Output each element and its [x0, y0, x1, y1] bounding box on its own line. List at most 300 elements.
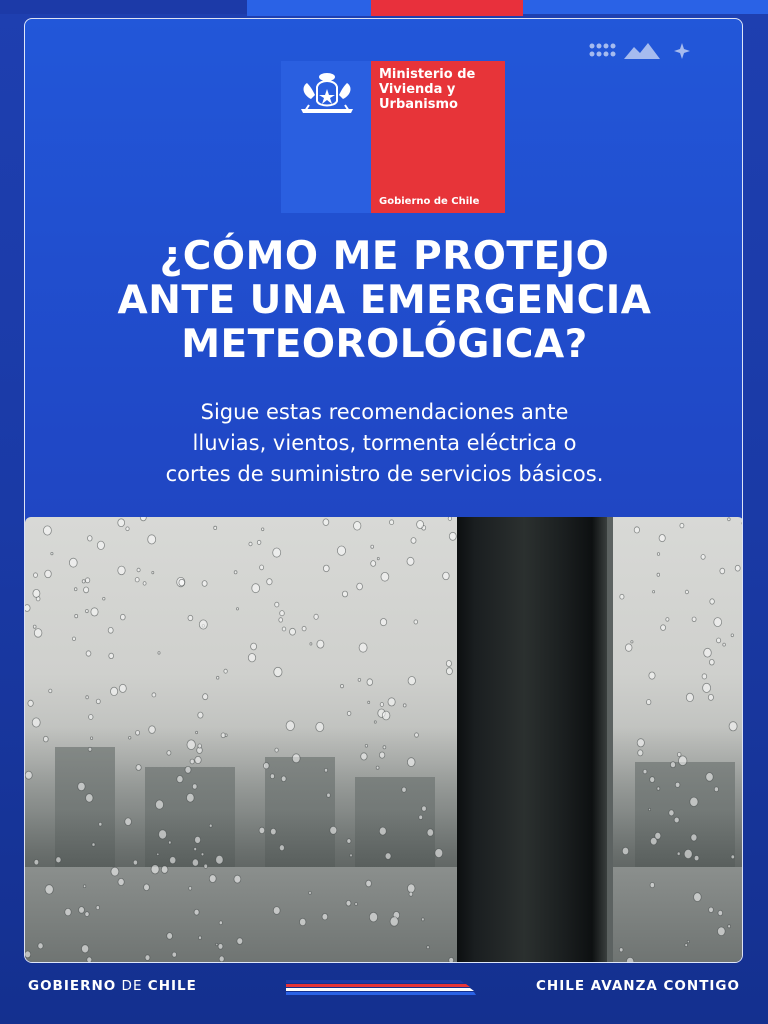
raindrop: [317, 640, 324, 648]
raindrop: [407, 557, 414, 565]
raindrop: [718, 910, 723, 915]
raindrop: [357, 583, 363, 590]
raindrop: [385, 853, 391, 860]
raindrop: [402, 787, 406, 792]
raindrop: [224, 669, 227, 673]
raindrop: [408, 884, 415, 893]
raindrop: [34, 573, 38, 578]
raindrop: [422, 806, 427, 811]
raindrops: [25, 517, 743, 963]
raindrop: [729, 722, 737, 731]
raindrop: [714, 618, 722, 627]
raindrop: [159, 830, 167, 839]
raindrop: [286, 721, 294, 731]
raindrop: [411, 538, 416, 544]
raindrop: [199, 936, 202, 939]
raindrop: [25, 951, 31, 958]
raindrop: [374, 721, 376, 723]
raindrop: [368, 701, 370, 703]
raindrop: [74, 588, 77, 591]
raindrop: [625, 644, 632, 651]
raindrop: [151, 865, 159, 874]
logo-red-panel: [371, 61, 505, 213]
raindrop: [709, 907, 714, 912]
page-title: ¿CÓMO ME PROTEJO ANTE UNA EMERGENCIA METEOROLÓGICA?: [117, 234, 652, 367]
raindrop: [221, 733, 225, 738]
raindrop: [709, 659, 714, 665]
raindrop: [355, 903, 358, 906]
raindrop: [195, 756, 201, 763]
raindrop: [260, 565, 264, 570]
raindrop: [657, 787, 660, 790]
poster-card: [24, 18, 743, 963]
raindrop: [126, 527, 129, 531]
raindrop: [219, 921, 222, 925]
raindrop: [89, 715, 93, 720]
raindrop: [694, 856, 699, 861]
raindrop: [198, 744, 202, 748]
raindrop: [309, 891, 312, 894]
raindrop: [427, 946, 430, 949]
raindrop: [728, 925, 731, 928]
raindrop: [33, 625, 36, 628]
raindrop: [199, 620, 207, 629]
raindrop: [448, 517, 451, 521]
raindrop: [273, 548, 281, 557]
raindrop: [137, 568, 140, 572]
raindrop: [330, 826, 337, 834]
raindrop: [25, 605, 30, 612]
raindrop: [390, 917, 398, 926]
raindrop: [56, 857, 61, 863]
raindrop: [358, 678, 361, 681]
raindrop: [701, 555, 705, 560]
raindrop: [216, 943, 218, 945]
raindrop: [280, 611, 285, 616]
raindrop: [390, 520, 394, 525]
raindrop: [145, 955, 150, 961]
raindrop: [650, 883, 654, 888]
subtitle: Sigue estas recomendaciones ante lluvias, vientos, tormenta eléctrica o cortes de suministro de servicios básicos.: [165, 400, 604, 486]
raindrop: [214, 526, 217, 529]
decorative-icons: [588, 41, 700, 61]
raindrop: [274, 667, 282, 676]
raindrop: [69, 558, 77, 567]
raindrop: [79, 907, 85, 914]
raindrop: [686, 693, 693, 701]
raindrop: [203, 694, 208, 700]
raindrop: [631, 641, 633, 643]
raindrop: [84, 587, 89, 593]
raindrop: [704, 648, 712, 657]
raindrop: [103, 597, 105, 600]
raindrop: [407, 758, 415, 767]
raindrop: [25, 771, 32, 779]
raindrop: [82, 580, 85, 583]
raindrop: [415, 733, 419, 737]
raindrop: [111, 687, 118, 695]
chile-crest-icon: [291, 69, 363, 121]
raindrop: [119, 684, 126, 692]
raindrop: [217, 676, 219, 679]
top-stripe-blue-right: [523, 0, 768, 14]
raindrop: [427, 829, 433, 836]
raindrop: [38, 943, 43, 949]
raindrop: [88, 536, 93, 541]
raindrop: [310, 643, 312, 645]
raindrop: [91, 608, 98, 616]
raindrop: [188, 615, 193, 620]
raindrop: [367, 679, 373, 686]
raindrop: [118, 519, 125, 527]
raindrop: [382, 711, 390, 720]
raindrop: [83, 885, 85, 888]
raindrop: [72, 637, 75, 641]
raindrop: [32, 718, 40, 727]
raindrop: [685, 590, 688, 594]
ministry-logo: [281, 61, 505, 213]
raindrop: [710, 599, 715, 604]
raindrop: [302, 626, 306, 631]
raindrop: [655, 832, 661, 839]
raindrop: [637, 739, 644, 747]
raindrop: [275, 602, 279, 607]
raindrop: [87, 957, 92, 963]
raindrop: [192, 784, 197, 789]
raindrop: [638, 750, 643, 756]
raindrop: [65, 908, 71, 915]
raindrop: [185, 766, 191, 773]
footer-flag-stripes: [280, 978, 476, 996]
raindrop: [251, 643, 257, 650]
raindrop: [661, 625, 666, 631]
raindrop: [85, 912, 89, 917]
raindrop: [626, 957, 633, 963]
raindrop: [49, 689, 52, 693]
raindrop: [718, 927, 726, 936]
raindrop: [417, 521, 424, 529]
raindrop: [51, 552, 53, 554]
raindrop: [692, 617, 696, 622]
raindrop: [359, 643, 367, 652]
raindrop: [281, 776, 286, 782]
raindrop: [187, 740, 195, 750]
raindrop: [361, 753, 367, 760]
raindrop: [300, 918, 306, 925]
raindrop: [643, 769, 647, 773]
raindrop: [449, 958, 454, 963]
rain-window-photo: [25, 517, 743, 963]
raindrop: [657, 573, 660, 576]
raindrop: [167, 751, 171, 756]
raindrop: [169, 841, 172, 844]
raindrop: [172, 952, 176, 957]
raindrop: [342, 591, 347, 597]
raindrop: [129, 737, 131, 740]
raindrop: [684, 849, 692, 858]
raindrop: [125, 818, 132, 826]
raindrop: [316, 722, 324, 731]
raindrop: [690, 797, 698, 806]
raindrop: [449, 532, 456, 540]
raindrop: [194, 848, 197, 851]
raindrop: [249, 542, 252, 546]
raindrop: [78, 782, 85, 790]
raindrop: [327, 793, 331, 797]
raindrop: [92, 843, 95, 846]
raindrop: [666, 618, 669, 622]
raindrop: [379, 827, 386, 835]
raindrop: [731, 634, 733, 637]
raindrop: [282, 627, 286, 631]
raindrop: [365, 744, 367, 747]
raindrop: [45, 885, 53, 894]
raindrop: [674, 817, 679, 823]
raindrop: [419, 815, 423, 819]
raindrop: [218, 944, 223, 950]
raindrop: [202, 581, 207, 587]
raindrop: [252, 584, 260, 593]
footer-slogan: CHILE AVANZA CONTIGO: [536, 978, 740, 994]
raindrop: [685, 944, 688, 947]
raindrop: [133, 860, 137, 865]
raindrop: [190, 759, 194, 764]
raindrop: [347, 711, 351, 715]
raindrop: [366, 880, 372, 887]
raindrop: [620, 594, 624, 599]
raindrop: [148, 535, 156, 544]
raindrop: [209, 875, 216, 883]
raindrop: [323, 519, 329, 526]
top-stripe-red: [371, 0, 523, 16]
raindrop: [135, 578, 139, 582]
raindrop: [634, 527, 639, 533]
raindrop: [723, 643, 726, 646]
raindrop: [324, 768, 327, 772]
raindrop: [88, 747, 92, 751]
raindrop: [703, 683, 711, 692]
raindrop: [735, 565, 740, 571]
raindrop: [292, 754, 300, 763]
raindrop: [687, 940, 689, 942]
raindrop: [248, 654, 255, 662]
raindrop: [720, 568, 725, 574]
raindrop: [691, 834, 697, 841]
raindrop: [271, 828, 277, 834]
raindrop: [86, 696, 89, 699]
raindrop: [714, 787, 718, 792]
raindrop: [414, 620, 418, 624]
raindrop: [650, 777, 655, 783]
raindrop: [237, 938, 243, 945]
government-label: Gobierno de Chile: [379, 196, 480, 207]
raindrop: [717, 638, 721, 643]
raindrop: [118, 878, 124, 885]
raindrop: [383, 746, 386, 749]
ministry-name: Ministerio de Vivienda y Urbanismo: [379, 67, 476, 112]
raindrop: [85, 578, 89, 583]
raindrop: [177, 776, 183, 783]
raindrop: [649, 672, 655, 679]
raindrop: [198, 712, 203, 718]
raindrop: [201, 853, 204, 856]
raindrop: [262, 528, 264, 531]
raindrop: [158, 652, 160, 655]
footer-de: DE: [116, 978, 148, 994]
raindrop: [196, 731, 198, 733]
raindrop: [136, 765, 141, 771]
raindrop: [649, 808, 651, 810]
raindrop: [422, 918, 425, 921]
raindrop: [337, 546, 345, 555]
raindrop: [109, 653, 114, 658]
raindrop: [140, 517, 146, 521]
raindrop: [347, 839, 351, 844]
raindrop: [371, 545, 374, 548]
raindrop: [369, 912, 377, 922]
raindrop: [408, 677, 415, 685]
raindrop: [152, 693, 156, 697]
raindrop: [234, 875, 241, 883]
raindrop: [120, 614, 125, 620]
footer-government: [28, 978, 197, 994]
raindrop: [43, 526, 51, 535]
raindrop: [143, 582, 146, 586]
raindrop: [257, 540, 261, 544]
raindrop: [381, 572, 389, 581]
raindrop: [677, 752, 681, 756]
raindrop: [43, 736, 48, 742]
raindrop: [156, 800, 164, 809]
raindrop: [409, 892, 413, 896]
raindrop: [314, 614, 318, 619]
raindrop: [341, 684, 344, 687]
raindrop: [204, 864, 208, 868]
raindrop: [731, 855, 734, 859]
raindrop: [279, 845, 284, 851]
raindrop: [96, 699, 100, 704]
raindrop: [111, 867, 119, 876]
logo-blue-panel: [281, 61, 371, 213]
raindrop: [273, 907, 280, 915]
raindrop: [75, 614, 78, 617]
raindrop: [86, 794, 93, 802]
raindrop: [149, 726, 156, 734]
raindrop: [275, 748, 278, 752]
raindrop: [108, 627, 113, 633]
raindrop: [290, 628, 296, 635]
raindrop: [403, 704, 406, 707]
raindrop: [680, 523, 684, 528]
raindrop: [97, 541, 104, 549]
raindrop: [443, 572, 450, 580]
raindrop: [659, 535, 665, 542]
raindrop: [264, 763, 270, 769]
raindrop: [219, 956, 224, 962]
raindrop: [657, 553, 659, 556]
raindrop: [234, 571, 237, 574]
raindrop: [259, 827, 265, 833]
raindrop: [118, 566, 125, 575]
raindrop: [706, 773, 713, 782]
footer-gobierno: GOBIERNO: [28, 978, 117, 994]
raindrop: [34, 860, 39, 865]
raindrop: [380, 619, 386, 626]
raindrop: [679, 756, 687, 766]
raindrop: [446, 661, 451, 667]
raindrop: [379, 752, 384, 758]
raindrop: [346, 900, 351, 906]
raindrop: [371, 561, 376, 567]
raindrop: [380, 703, 383, 707]
top-stripe-navy: [0, 0, 247, 14]
top-stripe-blue: [247, 0, 371, 16]
raindrop: [694, 893, 702, 902]
raindrop: [350, 854, 352, 857]
raindrop: [194, 909, 199, 915]
raindrop: [187, 793, 195, 802]
raindrop: [323, 565, 329, 572]
raindrop: [28, 700, 33, 706]
raindrop: [675, 782, 680, 787]
raindrop: [157, 853, 159, 855]
raindrop: [322, 914, 328, 920]
raindrop: [216, 855, 223, 864]
raindrop: [152, 571, 154, 573]
raindrop: [136, 731, 140, 736]
raindrop: [192, 859, 198, 866]
raindrop: [179, 579, 185, 586]
raindrop: [702, 674, 707, 679]
raindrop: [376, 766, 379, 769]
raindrop: [677, 852, 680, 855]
raindrop: [388, 698, 395, 706]
raindrop: [669, 810, 674, 816]
raindrop: [167, 933, 173, 940]
raindrop: [144, 884, 150, 891]
raindrop: [619, 948, 623, 952]
raindrop: [267, 579, 272, 585]
raindrop: [170, 857, 176, 864]
raindrop: [33, 589, 40, 597]
raindrop: [670, 762, 675, 768]
raindrop: [195, 836, 201, 843]
footer-chile: CHILE: [147, 978, 197, 994]
raindrop: [34, 629, 42, 638]
raindrop: [728, 518, 731, 521]
raindrop: [622, 847, 628, 854]
raindrop: [708, 694, 713, 700]
raindrop: [86, 651, 91, 656]
raindrop: [96, 906, 99, 910]
raindrop: [91, 737, 93, 740]
raindrop: [279, 618, 283, 622]
raindrop: [161, 866, 168, 874]
raindrop: [86, 610, 89, 613]
raindrop: [99, 822, 102, 826]
raindrop: [209, 824, 212, 827]
raindrop: [653, 591, 655, 593]
raindrop: [354, 522, 361, 531]
raindrop: [82, 945, 89, 953]
raindrop: [446, 668, 452, 675]
raindrop: [270, 774, 274, 779]
raindrop: [377, 557, 379, 559]
raindrop: [742, 522, 743, 524]
raindrop: [647, 700, 651, 705]
raindrop: [45, 570, 52, 578]
raindrop: [237, 608, 239, 610]
